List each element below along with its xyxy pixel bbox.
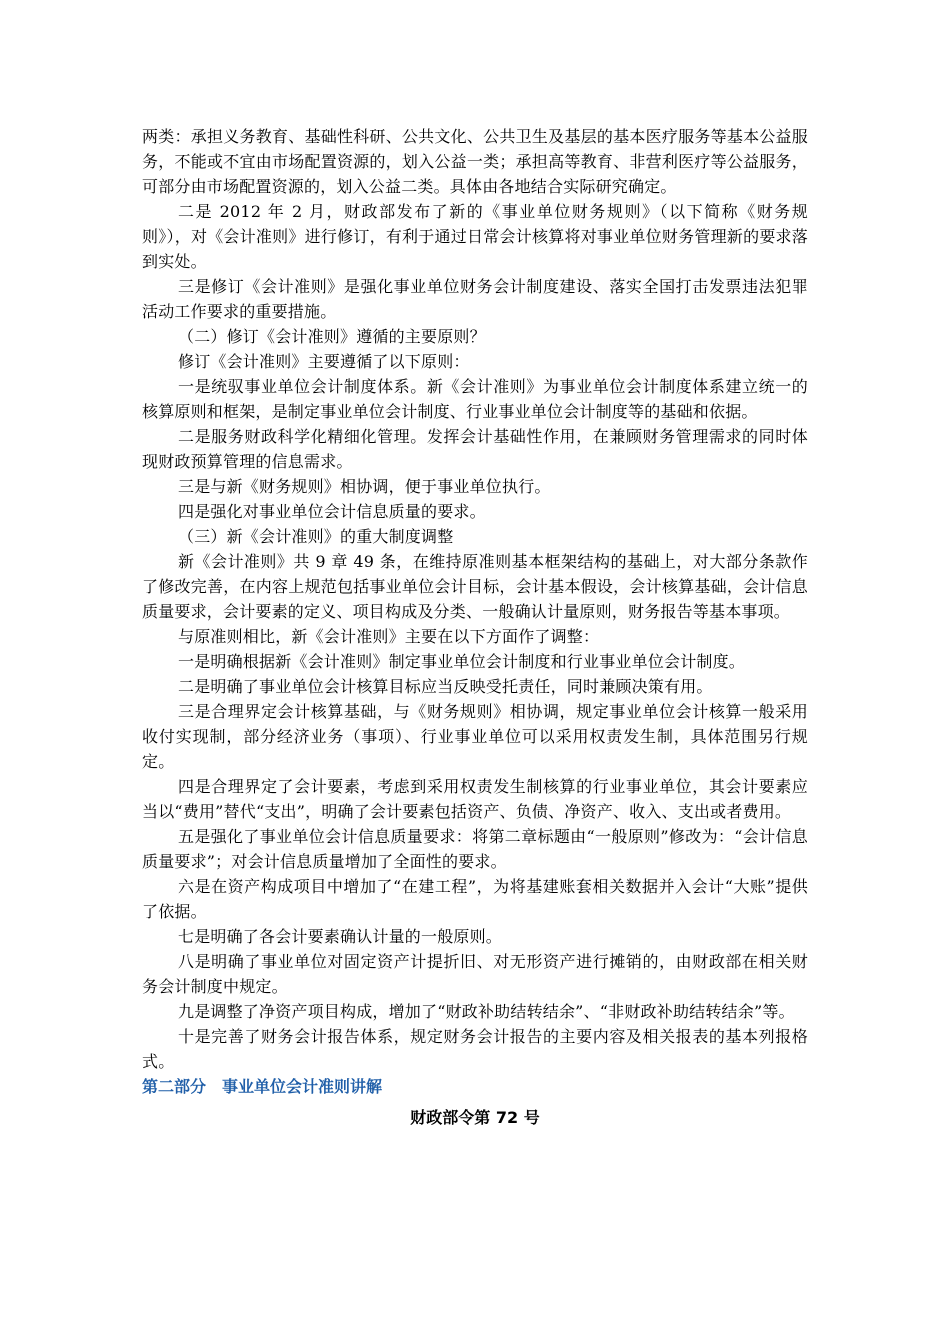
paragraph: 九是调整了净资产项目构成，增加了“财政补助结转结余”、“非财政补助结转结余”等。 (178, 1002, 795, 1021)
paragraph: 三是与新《财务规则》相协调，便于事业单位执行。 (178, 477, 551, 496)
paragraph: 新《会计准则》共 9 章 49 条，在维持原准则基本框架结构的基础上，对大部分条款作了修改完善，在内容上规范包括事业单位会计目标，会计基本假设，会计核算基础，会计信息质量要求，会计要素的定义、项目构成及分类、一般确认计量原则，财务报告等基本事项。 (142, 552, 808, 621)
paragraph: 与原准则相比，新《会计准则》主要在以下方面作了调整： (178, 627, 600, 646)
subsection-heading: （三）新《会计准则》的重大制度调整 (178, 527, 454, 546)
section-heading: 第二部分 事业单位会计准则讲解 (142, 1077, 383, 1096)
paragraph: 四是强化对事业单位会计信息质量的要求。 (178, 502, 486, 521)
paragraph: 一是明确根据新《会计准则》制定事业单位会计制度和行业事业单位会计制度。 (178, 652, 746, 671)
paragraph: 修订《会计准则》主要遵循了以下原则： (178, 352, 470, 371)
paragraph: 二是明确了事业单位会计核算目标应当反映受托责任，同时兼顾决策有用。 (178, 677, 713, 696)
document-page (142, 124, 808, 1130)
paragraph: 四是合理界定了会计要素，考虑到采用权责发生制核算的行业事业单位，其会计要素应当以“费用”替代“支出”，明确了会计要素包括资产、负债、净资产、收入、支出或者费用。 (142, 777, 808, 821)
paragraph: 六是在资产构成项目中增加了“在建工程”，为将基建账套相关数据并入会计“大账”提供了依据。 (142, 877, 808, 921)
paragraph: 一是统驭事业单位会计制度体系。新《会计准则》为事业单位会计制度体系建立统一的核算原则和框架，是制定事业单位会计制度、行业事业单位会计制度等的基础和依据。 (142, 377, 808, 421)
paragraph: 二是服务财政科学化精细化管理。发挥会计基础性作用，在兼顾财务管理需求的同时体现财政预算管理的信息需求。 (142, 427, 808, 471)
decree-title: 财政部令第 72 号 (410, 1108, 540, 1127)
paragraph: 十是完善了财务会计报告体系，规定财务会计报告的主要内容及相关报表的基本列报格式。 (142, 1027, 808, 1071)
subsection-heading: （二）修订《会计准则》遵循的主要原则？ (178, 327, 486, 346)
paragraph: 五是强化了事业单位会计信息质量要求：将第二章标题由“一般原则”修改为：“会计信息质量要求”；对会计信息质量增加了全面性的要求。 (142, 827, 808, 871)
paragraph: 七是明确了各会计要素确认计量的一般原则。 (178, 927, 503, 946)
paragraph-continuation: 两类：承担义务教育、基础性科研、公共文化、公共卫生及基层的基本医疗服务等基本公益服务，不能或不宜由市场配置资源的，划入公益一类；承担高等教育、非营利医疗等公益服务，可部分由市场配置资源的，划入公益二类。具体由各地结合实际研究确定。 (142, 127, 808, 196)
paragraph: 三是修订《会计准则》是强化事业单位财务会计制度建设、落实全国打击发票违法犯罪活动工作要求的重要措施。 (142, 277, 808, 321)
paragraph: 二是 2012 年 2 月，财政部发布了新的《事业单位财务规则》（以下简称《财务规则》），对《会计准则》进行修订，有利于通过日常会计核算将对事业单位财务管理新的要求落到实处。 (142, 202, 808, 271)
paragraph: 三是合理界定会计核算基础，与《财务规则》相协调，规定事业单位会计核算一般采用收付实现制，部分经济业务（事项）、行业事业单位可以采用权责发生制，具体范围另行规定。 (142, 702, 808, 771)
paragraph: 八是明确了事业单位对固定资产计提折旧、对无形资产进行摊销的，由财政部在相关财务会计制度中规定。 (142, 952, 808, 996)
